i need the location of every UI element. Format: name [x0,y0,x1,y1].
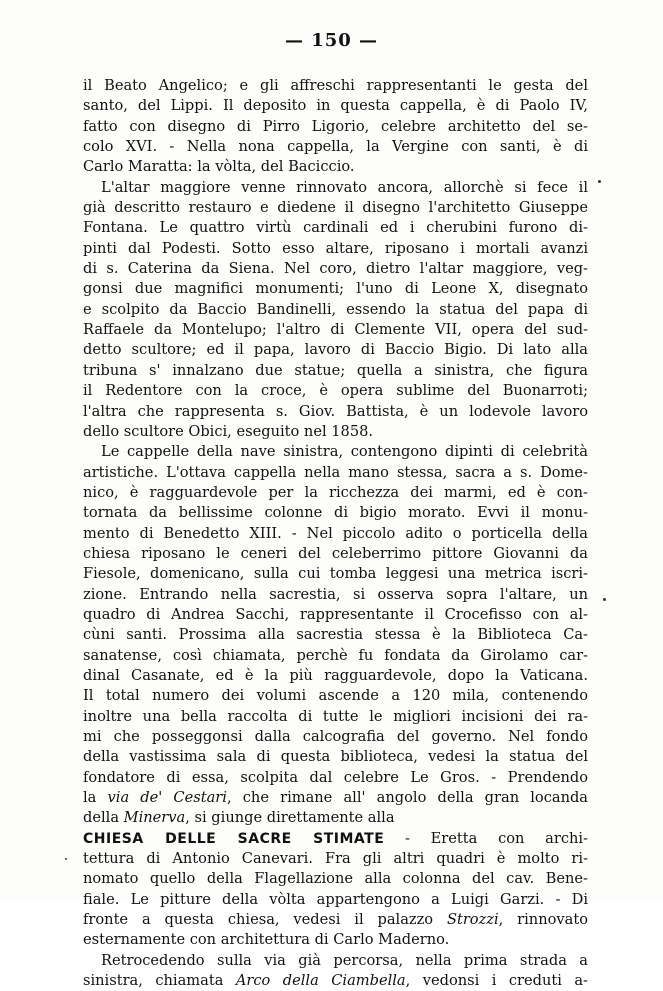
text-line [83,829,588,849]
text-line: mento di Benedetto XIII. - Nel piccolo adito o porticella della [83,524,588,542]
text-line: mi che posseggonsi dalla calcografia del governo. Nel fondo [83,728,588,745]
text-line: tribuna s' innalzano due statue; quella a sinistra, che figura [83,361,588,379]
text-line [83,808,588,828]
print-speck [65,858,67,860]
text-line: Le cappelle della nave sinistra, contengono dipinti di celebrità [101,443,588,461]
text-line: e scolpito da Baccio Bandinelli, essendo la statua del papa di [83,300,588,318]
text-line [83,910,588,930]
text-line: pinti dal Podesti. Sotto esso altare, riposano i mortali avanzi [83,239,588,257]
text-segment: sinistra, chiamata [83,972,236,990]
text-segment: della [83,809,124,827]
text-line: fatto con disegno di Pirro Ligorio, celebre architetto del se- [83,117,588,135]
text-line: esternamente con architettura di Carlo Maderno. [83,931,450,949]
text-line: tornata da bellissime colonne di bigio morato. Evvi il monu- [83,504,588,522]
text-line: quadro di Andrea Sacchi, rappresentante il Crocefisso con al- [83,605,588,623]
text-line: di s. Caterina da Siena. Nel coro, dietro l'altar maggiore, veg- [83,260,588,278]
text-line: dinal Casanate, ed è la più ragguardevole, dopo la Vaticana. [83,666,588,684]
text-line: chiesa riposano le ceneri del celeberrimo pittore Giovanni da [83,544,588,562]
section-heading: CHIESA DELLE SACRE STIMATE [83,830,385,847]
text-segment: , vedonsi i creduti a- [405,972,588,990]
text-line: il Beato Angelico; e gli affreschi rappresentanti le gesta del [83,77,588,94]
text-line: artistiche. L'ottava cappella nella mano stessa, sacra a s. Dome- [83,463,588,481]
text-line: Raffaele da Montelupo; l'altro di Clemente VII, opera del sud- [83,321,588,339]
text-line: Carlo Maratta: la vòlta, del Baciccio. [83,158,355,176]
text-line: santo, del Lippi. Il deposito in questa cappella, è di Paolo IV, [83,97,588,115]
place-name-italic: Minerva [123,809,186,827]
print-speck [598,180,601,183]
text-line: zione. Entrando nella sacrestia, si osserva sopra l'altare, un [83,585,588,603]
page-number: — 150 — [284,30,379,51]
text-line: gonsi due magnifici monumenti; l'uno di Leone X, disegnato [83,280,588,298]
text-line: nomato quello della Flagellazione alla colonna del cav. Bene- [83,870,588,888]
text-line: Fiesole, domenicano, sulla cui tomba leggesi una metrica iscri- [83,565,588,583]
text-line: il Redentore con la croce, è opera sublime del Buonarroti; [83,382,588,400]
text-segment: , rinnovato [498,911,588,929]
street-name-italic: via de' Cestari [107,789,227,807]
text-line [83,788,588,808]
text-segment: la [83,789,108,807]
text-line: tettura di Antonio Canevari. Fra gli altri quadri è molto ri- [83,850,588,868]
text-line: Retrocedendo sulla via già percorsa, nella prima strada a [101,951,588,969]
text-line: detto scultore; ed il papa, lavoro di Baccio Bigio. Di lato alla [83,341,588,359]
text-segment: - Eretta con archi- [384,829,588,847]
text-segment: , che rimane all' angolo della gran locanda [226,789,588,807]
text-line: dello scultore Obici, eseguito nel 1858. [83,422,374,440]
text-segment: , si giunge direttamente alla [185,809,395,827]
street-name-italic: Arco della Ciambella [235,972,406,990]
text-line: l'altra che rappresenta s. Giov. Battista, è un lodevole lavoro [83,402,588,420]
text-line: Il total numero dei volumi ascende a 120 mila, contenendo [83,687,588,705]
body-text [83,76,588,991]
palace-name-italic: Strozzi [446,911,499,929]
text-line: Fontana. Le quattro virtù cardinali ed i cherubini furono di- [83,219,588,237]
print-speck [603,598,606,601]
text-line: della vastissima sala di questa biblioteca, vedesi la statua del [83,748,588,766]
text-line [83,971,588,991]
text-line: sanatense, così chiamata, perchè fu fondata da Girolamo car- [83,646,588,664]
text-line: già descritto restauro e diedene il disegno l'architetto Giuseppe [83,199,588,217]
text-line: L'altar maggiore venne rinnovato ancora, allorchè si fece il [101,178,588,196]
text-line: cùni santi. Prossima alla sacrestia stessa è la Biblioteca Ca- [83,626,588,644]
text-line: nico, è ragguardevole per la ricchezza dei marmi, ed è con- [83,483,588,501]
text-line: fiale. Le pitture della vòlta appartengono a Luigi Garzi. - Di [83,890,588,908]
text-line: inoltre una bella raccolta di tutte le migliori incisioni dei ra- [83,707,588,725]
text-segment: fronte a questa chiesa, vedesi il palazzo [83,911,447,929]
text-line: colo XVI. - Nella nona cappella, la Vergine con santi, è di [83,138,588,156]
text-line: fondatore di essa, scolpita dal celebre Le Gros. - Prendendo [83,768,588,786]
